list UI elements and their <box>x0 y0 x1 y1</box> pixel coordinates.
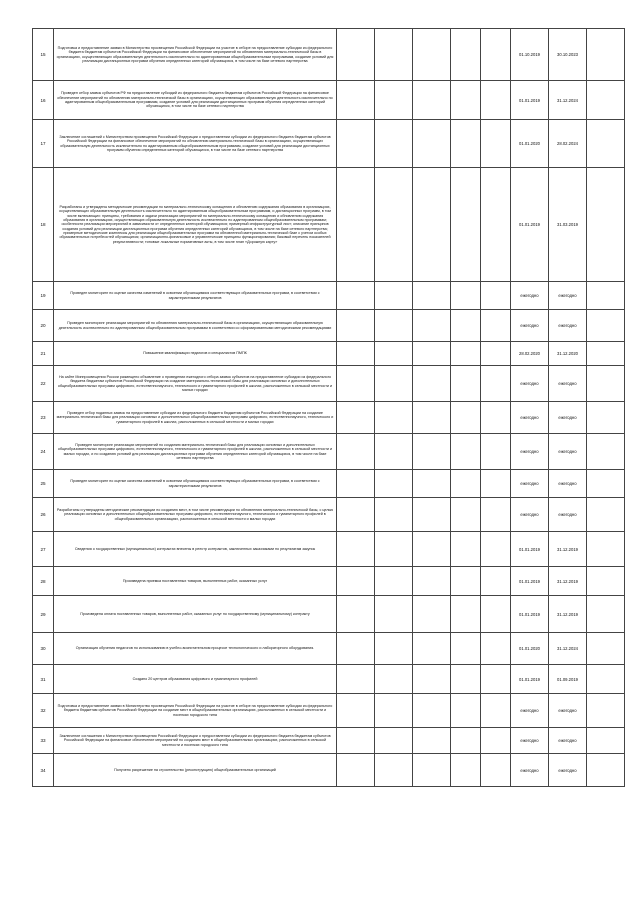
activity-text: Проведен мониторинг реализации мероприятий по созданию материально-технической базы для реализации основных и дополнительных общеобразовательных программ цифрового, естественнонаучного, технического и гуманитарного профилей в школах, расположенных в сельской местности и малых городах, и по созданию условий для реализации дистанционных программ обучения определенных категорий обучающихся, в том числе на базе сетевого партнерства <box>54 434 337 470</box>
empty-cell <box>451 29 481 81</box>
start-date: ежегодно <box>511 754 549 787</box>
activity-text: Проведен отбор заявок субъектов РФ на предоставление субсидий из федерального бюджета бюджетам субъектов Российской Федерации на финансовое обеспечение мероприятий по обновлению материально-технической базы в организациях, осуществляющих образовательную деятельность исключительно по адаптированным общеобразовательным программам, создание условий для реализации дистанционных программ обучения определенных категорий обучающихся, в том числе на базе сетевого партнерства <box>54 81 337 120</box>
empty-cell <box>413 694 451 728</box>
empty-cell <box>481 342 511 366</box>
empty-cell <box>337 596 375 633</box>
empty-cell <box>587 633 625 665</box>
end-date: ежегодно <box>549 470 587 498</box>
empty-cell <box>481 29 511 81</box>
empty-cell <box>375 342 413 366</box>
empty-cell <box>481 168 511 282</box>
empty-cell <box>375 81 413 120</box>
empty-cell <box>451 596 481 633</box>
activity-text: Разработаны и утверждены методические рекомендации по созданию мест, в том числе рекомендации по обновлению материально-технической базы, с целью реализации основных и дополнительных общеобразовательных программ цифрового, естественнонаучного, технического и гуманитарного профилей в общеобразовательных организациях, расположенных в сельской местности и малых городах <box>54 498 337 532</box>
row-number: 20 <box>33 310 54 342</box>
row-number: 18 <box>33 168 54 282</box>
row-number: 17 <box>33 120 54 168</box>
table-row <box>33 567 625 596</box>
start-date: ежегодно <box>511 498 549 532</box>
empty-cell <box>413 728 451 754</box>
empty-cell <box>587 29 625 81</box>
table-row <box>33 694 625 728</box>
activity-text: Организация обучения педагогов по использованию в учебно-воспитательном процессе технологического и лабораторного оборудования. <box>54 633 337 665</box>
empty-cell <box>587 470 625 498</box>
start-date: ежегодно <box>511 310 549 342</box>
empty-cell <box>375 596 413 633</box>
empty-cell <box>481 81 511 120</box>
empty-cell <box>587 282 625 310</box>
empty-cell <box>587 434 625 470</box>
row-number: 15 <box>33 29 54 81</box>
empty-cell <box>587 310 625 342</box>
empty-cell <box>375 310 413 342</box>
empty-cell <box>337 168 375 282</box>
empty-cell <box>413 366 451 402</box>
activity-text: Повышение квалификации педагогов и специалистов ПМПК <box>54 342 337 366</box>
empty-cell <box>375 168 413 282</box>
table-row <box>33 470 625 498</box>
empty-cell <box>337 532 375 567</box>
empty-cell <box>337 728 375 754</box>
activity-text: Подготовка и предоставление заявки в Министерство просвещения Российской Федерации на участие в отборе на предоставление субсидии из федерального бюджета бюджетам субъектов Российской Федерации на создание мест в общеобразовательных организациях, расположенных в сельской местности и поселках городского типа <box>54 694 337 728</box>
start-date: ежегодно <box>511 282 549 310</box>
empty-cell <box>451 366 481 402</box>
row-number: 24 <box>33 434 54 470</box>
empty-cell <box>413 567 451 596</box>
activity-text: Сведения о государственных (муниципальных) контрактах внесены в реестр контрактов, заключенных заказчиками по результатам закупок <box>54 532 337 567</box>
empty-cell <box>375 434 413 470</box>
end-date: ежегодно <box>549 282 587 310</box>
activity-text: Проведен мониторинг реализации мероприятий по обновлению материально-технической базы в организациях, осуществляющих образовательную деятельность исключительно по адаптированным общеобразовательным программам в соответствии со сформированными методическими рекомендациями <box>54 310 337 342</box>
empty-cell <box>337 81 375 120</box>
empty-cell <box>413 402 451 434</box>
empty-cell <box>587 81 625 120</box>
empty-cell <box>481 310 511 342</box>
empty-cell <box>451 81 481 120</box>
empty-cell <box>337 402 375 434</box>
empty-cell <box>481 694 511 728</box>
activity-text: Произведена приемка поставленных товаров, выполненных работ, оказанных услуг <box>54 567 337 596</box>
activity-text: Проведен мониторинг по оценке качества изменений в освоении обучающимися соответствующих образовательных программ, в соответствии с характеристиками результатов <box>54 282 337 310</box>
empty-cell <box>375 282 413 310</box>
empty-cell <box>481 120 511 168</box>
empty-cell <box>375 694 413 728</box>
activity-text: Произведена оплата поставленных товаров, выполненных работ, оказанных услуг по государственному (муниципальному) контракту <box>54 596 337 633</box>
empty-cell <box>451 168 481 282</box>
empty-cell <box>413 633 451 665</box>
empty-cell <box>481 366 511 402</box>
empty-cell <box>451 498 481 532</box>
row-number: 23 <box>33 402 54 434</box>
row-number: 16 <box>33 81 54 120</box>
empty-cell <box>587 366 625 402</box>
empty-cell <box>337 694 375 728</box>
table-row <box>33 366 625 402</box>
empty-cell <box>337 470 375 498</box>
end-date: 31.12.2024 <box>549 81 587 120</box>
empty-cell <box>375 470 413 498</box>
end-date: 31.12.2019 <box>549 567 587 596</box>
table-row <box>33 665 625 694</box>
empty-cell <box>413 81 451 120</box>
empty-cell <box>413 120 451 168</box>
empty-cell <box>451 633 481 665</box>
end-date: 30.10.2023 <box>549 29 587 81</box>
start-date: ежегодно <box>511 434 549 470</box>
end-date: 28.02.2024 <box>549 120 587 168</box>
empty-cell <box>337 434 375 470</box>
table-row <box>33 633 625 665</box>
start-date: 01.10.2019 <box>511 29 549 81</box>
row-number: 33 <box>33 728 54 754</box>
activity-text: Проведен мониторинг по оценке качества изменений в освоении обучающимися соответствующих образовательных программ, в соответствии с характеристиками результатов <box>54 470 337 498</box>
activity-text: Заключение соглашения с Министерством просвещения Российской Федерации о предоставлении субсидии из федерального бюджета бюджетам субъектов Российской Федерации на финансовое обеспечение мероприятий по созданию мест в общеобразовательных организациях, расположенных в сельской местности и поселках городского типа <box>54 728 337 754</box>
start-date: 28.02.2020 <box>511 342 549 366</box>
table-row <box>33 728 625 754</box>
empty-cell <box>481 596 511 633</box>
table-row <box>33 596 625 633</box>
start-date: 01.01.2020 <box>511 120 549 168</box>
table-row <box>33 29 625 81</box>
start-date: 01.01.2019 <box>511 596 549 633</box>
end-date: 31.12.2019 <box>549 532 587 567</box>
empty-cell <box>451 342 481 366</box>
empty-cell <box>375 402 413 434</box>
empty-cell <box>337 310 375 342</box>
empty-cell <box>451 532 481 567</box>
row-number: 34 <box>33 754 54 787</box>
table-row <box>33 532 625 567</box>
empty-cell <box>413 168 451 282</box>
table-row <box>33 120 625 168</box>
empty-cell <box>451 694 481 728</box>
empty-cell <box>375 567 413 596</box>
end-date: ежегодно <box>549 754 587 787</box>
empty-cell <box>481 532 511 567</box>
empty-cell <box>413 310 451 342</box>
empty-cell <box>451 402 481 434</box>
end-date: ежегодно <box>549 310 587 342</box>
empty-cell <box>375 366 413 402</box>
empty-cell <box>337 567 375 596</box>
empty-cell <box>337 366 375 402</box>
start-date: 01.01.2020 <box>511 633 549 665</box>
empty-cell <box>375 29 413 81</box>
empty-cell <box>481 665 511 694</box>
empty-cell <box>413 282 451 310</box>
end-date: 31.12.2020 <box>549 342 587 366</box>
end-date: ежегодно <box>549 728 587 754</box>
row-number: 31 <box>33 665 54 694</box>
end-date: 01.09.2019 <box>549 665 587 694</box>
end-date: 31.12.2019 <box>549 596 587 633</box>
table-row <box>33 342 625 366</box>
end-date: 31.03.2019 <box>549 168 587 282</box>
row-number: 29 <box>33 596 54 633</box>
empty-cell <box>413 470 451 498</box>
row-number: 27 <box>33 532 54 567</box>
empty-cell <box>587 120 625 168</box>
empty-cell <box>587 168 625 282</box>
table-row <box>33 310 625 342</box>
table-body <box>33 29 625 787</box>
row-number: 28 <box>33 567 54 596</box>
table-row <box>33 81 625 120</box>
empty-cell <box>413 754 451 787</box>
empty-cell <box>337 120 375 168</box>
empty-cell <box>587 402 625 434</box>
start-date: 01.01.2019 <box>511 81 549 120</box>
empty-cell <box>587 596 625 633</box>
empty-cell <box>481 498 511 532</box>
empty-cell <box>375 532 413 567</box>
empty-cell <box>451 567 481 596</box>
empty-cell <box>375 120 413 168</box>
activity-text: Подготовка и предоставление заявки в Министерство просвещения Российской Федерации на участие в отборе на предоставление субсидии из федерального бюджета бюджетам субъектов Российской Федерации на финансовое обеспечение мероприятий по обновлению материально-технической базы в организациях, осуществляющих образовательную деятельность исключительно по адаптированным общеобразовательным программам, создание условий для реализации дистанционных программ обучения определенных категорий обучающихся, в том числе на базе сетевого партнерства <box>54 29 337 81</box>
row-number: 22 <box>33 366 54 402</box>
start-date: ежегодно <box>511 694 549 728</box>
empty-cell <box>481 434 511 470</box>
empty-cell <box>481 470 511 498</box>
empty-cell <box>451 434 481 470</box>
empty-cell <box>375 665 413 694</box>
table-row <box>33 754 625 787</box>
end-date: ежегодно <box>549 434 587 470</box>
empty-cell <box>337 754 375 787</box>
end-date: ежегодно <box>549 498 587 532</box>
empty-cell <box>337 29 375 81</box>
empty-cell <box>451 282 481 310</box>
empty-cell <box>375 498 413 532</box>
row-number: 30 <box>33 633 54 665</box>
empty-cell <box>413 434 451 470</box>
empty-cell <box>587 728 625 754</box>
activity-text: Проведен отбор поданных заявок на предоставление субсидии из федерального бюджета бюджетам субъектов Российской Федерации на создание материально-технической базы для реализации основных и дополнительных общеобразовательных программ цифрового, естественнонаучного, технического и гуманитарного профилей в школах, расположенных в сельской местности и малых городах <box>54 402 337 434</box>
empty-cell <box>375 728 413 754</box>
activity-text: На сайте Минпросвещения России размещено объявление о проведении ежегодного отбора заявок субъектов на предоставление субсидии из федерального бюджета бюджетам субъектов Российской Федерации на создание материально-технической базы для реализации основных и дополнительных общеобразовательных программ цифрового, естественнонаучного, технического и гуманитарного профилей в школах, расположенных в сельской местности и малых городах <box>54 366 337 402</box>
empty-cell <box>337 633 375 665</box>
start-date: ежегодно <box>511 366 549 402</box>
activity-text: Заключение соглашений с Министерством просвещения Российской Федерации о предоставлении субсидии из федерального бюджета бюджетам субъектов Российской Федерации на финансовое обеспечение мероприятий по обновлению материально-технической базы в организациях, осуществляющих образовательную деятельность исключительно по адаптированным общеобразовательным программам, создание условий для реализации дистанционных программ обучения определенных категорий обучающихся, в том числе на базе сетевого партнерства <box>54 120 337 168</box>
start-date: ежегодно <box>511 402 549 434</box>
empty-cell <box>337 665 375 694</box>
end-date: ежегодно <box>549 694 587 728</box>
empty-cell <box>587 694 625 728</box>
empty-cell <box>587 567 625 596</box>
empty-cell <box>413 29 451 81</box>
start-date: 01.01.2019 <box>511 168 549 282</box>
activity-text: Создано 20 центров образования цифрового и гуманитарного профилей <box>54 665 337 694</box>
empty-cell <box>375 754 413 787</box>
empty-cell <box>413 596 451 633</box>
empty-cell <box>413 342 451 366</box>
empty-cell <box>451 120 481 168</box>
empty-cell <box>337 498 375 532</box>
start-date: ежегодно <box>511 728 549 754</box>
table-row <box>33 498 625 532</box>
empty-cell <box>451 665 481 694</box>
table-row <box>33 434 625 470</box>
row-number: 26 <box>33 498 54 532</box>
empty-cell <box>481 754 511 787</box>
start-date: 01.01.2019 <box>511 532 549 567</box>
empty-cell <box>413 498 451 532</box>
empty-cell <box>481 402 511 434</box>
empty-cell <box>337 342 375 366</box>
schedule-table <box>32 28 625 787</box>
empty-cell <box>451 754 481 787</box>
empty-cell <box>587 665 625 694</box>
empty-cell <box>413 665 451 694</box>
empty-cell <box>481 282 511 310</box>
activity-text: Получено разрешение на строительство (реконструкцию) общеобразовательных организаций <box>54 754 337 787</box>
empty-cell <box>451 310 481 342</box>
end-date: ежегодно <box>549 366 587 402</box>
empty-cell <box>481 728 511 754</box>
empty-cell <box>587 498 625 532</box>
empty-cell <box>375 633 413 665</box>
row-number: 32 <box>33 694 54 728</box>
empty-cell <box>451 470 481 498</box>
empty-cell <box>587 342 625 366</box>
empty-cell <box>337 282 375 310</box>
start-date: ежегодно <box>511 470 549 498</box>
row-number: 21 <box>33 342 54 366</box>
end-date: ежегодно <box>549 402 587 434</box>
empty-cell <box>481 633 511 665</box>
table-row <box>33 168 625 282</box>
empty-cell <box>587 532 625 567</box>
table-row <box>33 402 625 434</box>
table-row <box>33 282 625 310</box>
start-date: 01.01.2019 <box>511 665 549 694</box>
empty-cell <box>587 754 625 787</box>
start-date: 01.01.2019 <box>511 567 549 596</box>
empty-cell <box>413 532 451 567</box>
end-date: 31.12.2024 <box>549 633 587 665</box>
row-number: 25 <box>33 470 54 498</box>
empty-cell <box>481 567 511 596</box>
activity-text: Разработаны и утверждены методические рекомендации по материально-техническому оснащению и обновлению содержания образования в организациях, осуществляющих образовательную деятельность исключительно по адаптированным общеобразовательным программам, и дистанционных программ, в том числе включающих: принципы, требования и задачи реализации мероприятий по материально-техническому оснащению и обновлению содержания образования в организациях, осуществляющих образовательную деятельность исключительно по адаптированным общеобразовательным программам; особенности реализации мероприятий в зависимости от определенных категорий обучающихся; примерный инфраструктурный лист; описание принципов создания условий для реализации дистанционных программ обучения определенных категорий обучающихся, в том числе на базе сетевого партнерства; примерные методические комплексы для реализации общеобразовательных программ на обновленной материально-технической базе с учетом особых образовательных потребностей обучающихся; организационно-финансовые и управленческие принципы функционирования; базовый перечень показателей результативности; типовые локальные нормативные акты, в том числе план «Дорожную карту» <box>54 168 337 282</box>
empty-cell <box>451 728 481 754</box>
row-number: 19 <box>33 282 54 310</box>
